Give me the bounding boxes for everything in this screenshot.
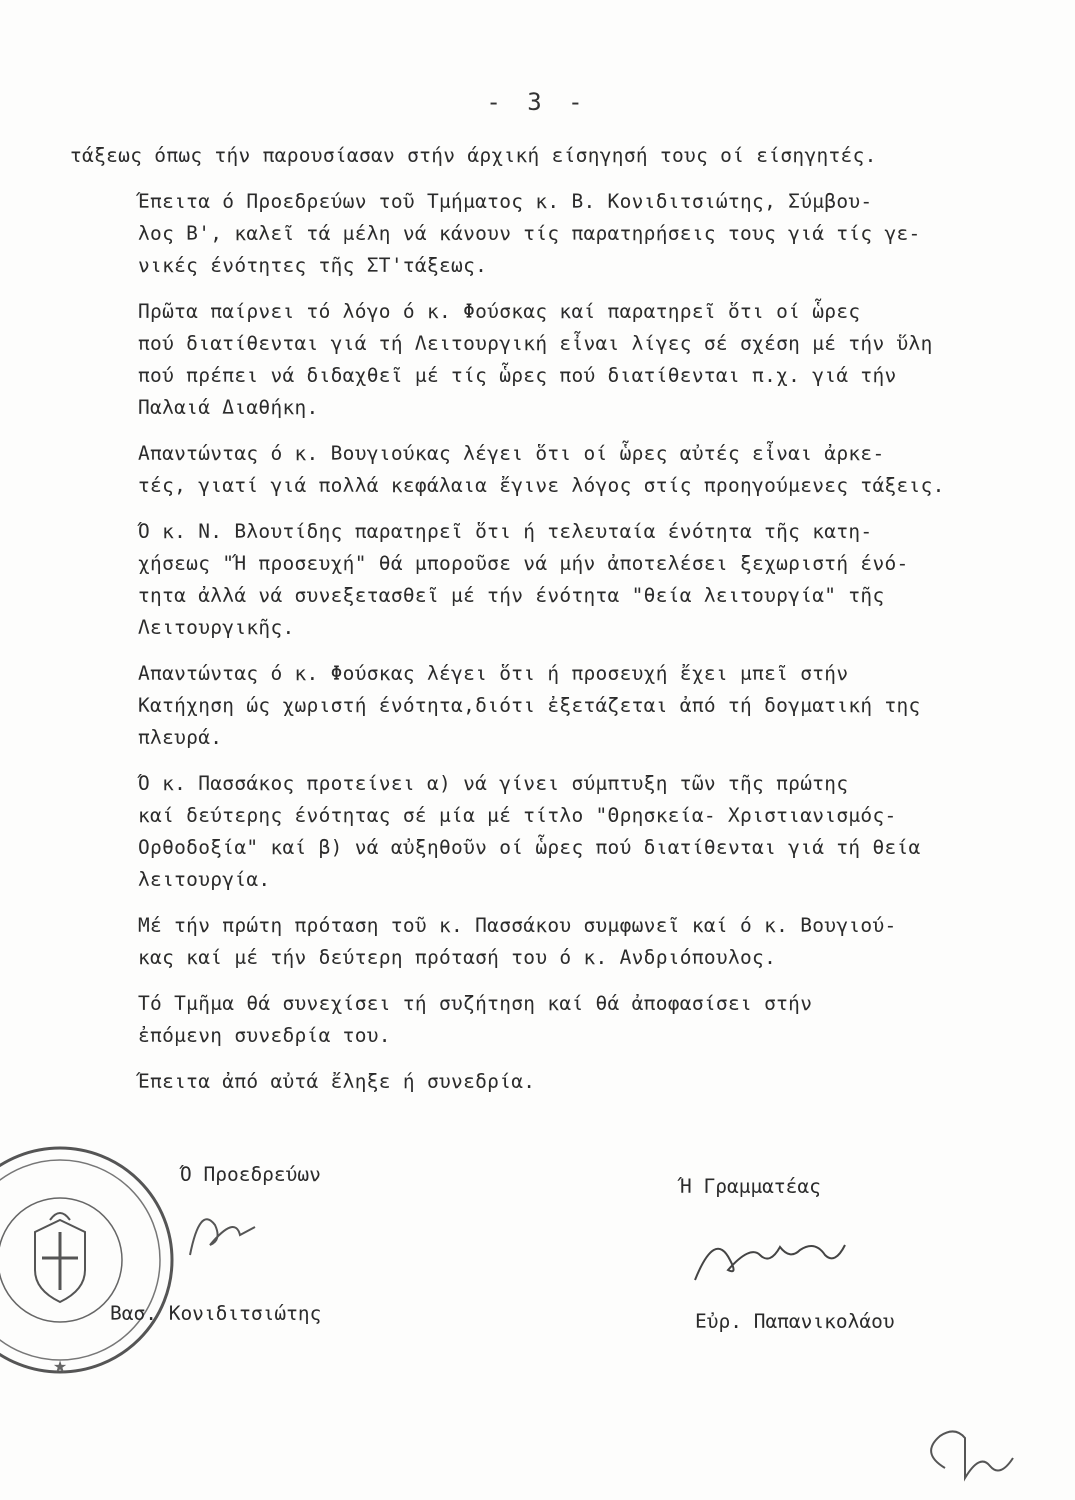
text-line: χήσεως "Ή προσευχή" θά μποροῦσε νά μήν ἀποτελέσει ξεχωριστή ένό-: [138, 552, 909, 575]
text-line: κας καί μέ τήν δεύτερη πρότασή του ό κ. Ανδριόπουλος.: [138, 946, 777, 969]
text-line: Τό Τμῆμα θά συνεχίσει τή συζήτηση καί θά ἀποφασίσει στήν: [138, 992, 813, 1015]
text-line: Παλαιά Διαθήκη.: [138, 396, 319, 419]
secretary-title: Ή Γραμματέας: [680, 1175, 821, 1198]
paragraph: [70, 140, 1030, 172]
paragraph: [70, 988, 1030, 1052]
text-line: ἐπόμενη συνεδρία του.: [138, 1024, 391, 1047]
svg-text:★: ★: [52, 1357, 68, 1376]
text-line: καί δεύτερης ένότητας σέ μία μέ τίτλο "Θρησκεία- Χριστιανισμός-: [138, 804, 897, 827]
text-line: Έπειτα ἀπό αὐτά ἔληξε ή συνεδρία.: [138, 1070, 536, 1093]
paragraph: [70, 438, 1030, 502]
text-line: Ό κ. Ν. Βλουτίδης παρατηρεῖ ὅτι ή τελευταία ένότητα τῆς κατη-: [138, 520, 873, 543]
text-line: πού διατίθενται γιά τή Λειτουργική εἶναι λίγες σέ σχέση μέ τήν ὕλη: [138, 332, 933, 355]
paragraph: [70, 768, 1030, 896]
text-line: Μέ τήν πρώτη πρόταση τοῦ κ. Πασσάκου συμφωνεῖ καί ό κ. Βουγιού-: [138, 914, 897, 937]
paragraph: [70, 658, 1030, 754]
text-line: Ό κ. Πασσάκος προτείνει α) νά γίνει σύμπτυξη τῶν τῆς πρώτης: [138, 772, 849, 795]
presiding-officer-title: Ό Προεδρεύων: [180, 1163, 321, 1186]
paragraph: [70, 1066, 1030, 1098]
paragraph: [70, 910, 1030, 974]
text-line: Κατήχηση ώς χωριστή ένότητα,διότι ἐξετάζεται ἀπό τή δογματική της: [138, 694, 921, 717]
text-line: νικές ένότητες τῆς ΣΤ'τάξεως.: [138, 254, 488, 277]
text-line: λος Β', καλεῖ τά μέλη νά κάνουν τίς παρατηρήσεις τους γιά τίς γε-: [138, 222, 921, 245]
text-line: Λειτουργικῆς.: [138, 616, 295, 639]
official-seal-icon: [0, 1140, 180, 1380]
text-line: Πρῶτα παίρνει τό λόγο ό κ. Φούσκας καί παρατηρεῖ ὅτι οί ὧρες: [138, 300, 861, 323]
secretary-name: Εὐρ. Παπανικολάου: [695, 1310, 895, 1333]
paragraph: [70, 296, 1030, 424]
text-line: τές, γιατί γιά πολλά κεφάλαια ἔγινε λόγος στίς προηγούμενες τάξεις.: [138, 474, 945, 497]
secretary-signature-icon: [690, 1225, 850, 1295]
text-line: πού πρέπει νά διδαχθεῖ μέ τίς ὧρες πού διατίθενται π.χ. γιά τήν: [138, 364, 897, 387]
presiding-officer-signature-icon: [180, 1195, 260, 1265]
page-number: - 3 -: [486, 88, 589, 116]
text-line: πλευρά.: [138, 726, 223, 749]
initials-signature-icon: [905, 1418, 1025, 1488]
text-line: Ορθοδοξία" καί β) νά αὐξηθοῦν οί ὧρες πού διατίθενται γιά τή θεία: [138, 836, 921, 859]
text-line: τάξεως όπως τήν παρουσίασαν στήν άρχική είσηγησή τους οί είσηγητές.: [70, 144, 877, 167]
paragraph: [70, 516, 1030, 644]
text-line: λειτουργία.: [138, 868, 271, 891]
text-line: Απαντώντας ό κ. Φούσκας λέγει ὅτι ή προσευχή ἔχει μπεῖ στήν: [138, 662, 849, 685]
text-line: Έπειτα ό Προεδρεύων τοῦ Τμήματος κ. Β. Κονιδιτσιώτης, Σύμβου-: [138, 190, 873, 213]
paragraph: [70, 186, 1030, 282]
presiding-officer-name: Βασ. Κονιδιτσιώτης: [110, 1302, 322, 1325]
minutes-body: [70, 140, 1030, 1112]
text-line: τητα ἀλλά νά συνεξετασθεῖ μέ τήν ένότητα "θεία λειτουργία" τῆς: [138, 584, 885, 607]
text-line: Απαντώντας ό κ. Βουγιούκας λέγει ὅτι οί ὧρες αὐτές εἶναι ἀρκε-: [138, 442, 885, 465]
